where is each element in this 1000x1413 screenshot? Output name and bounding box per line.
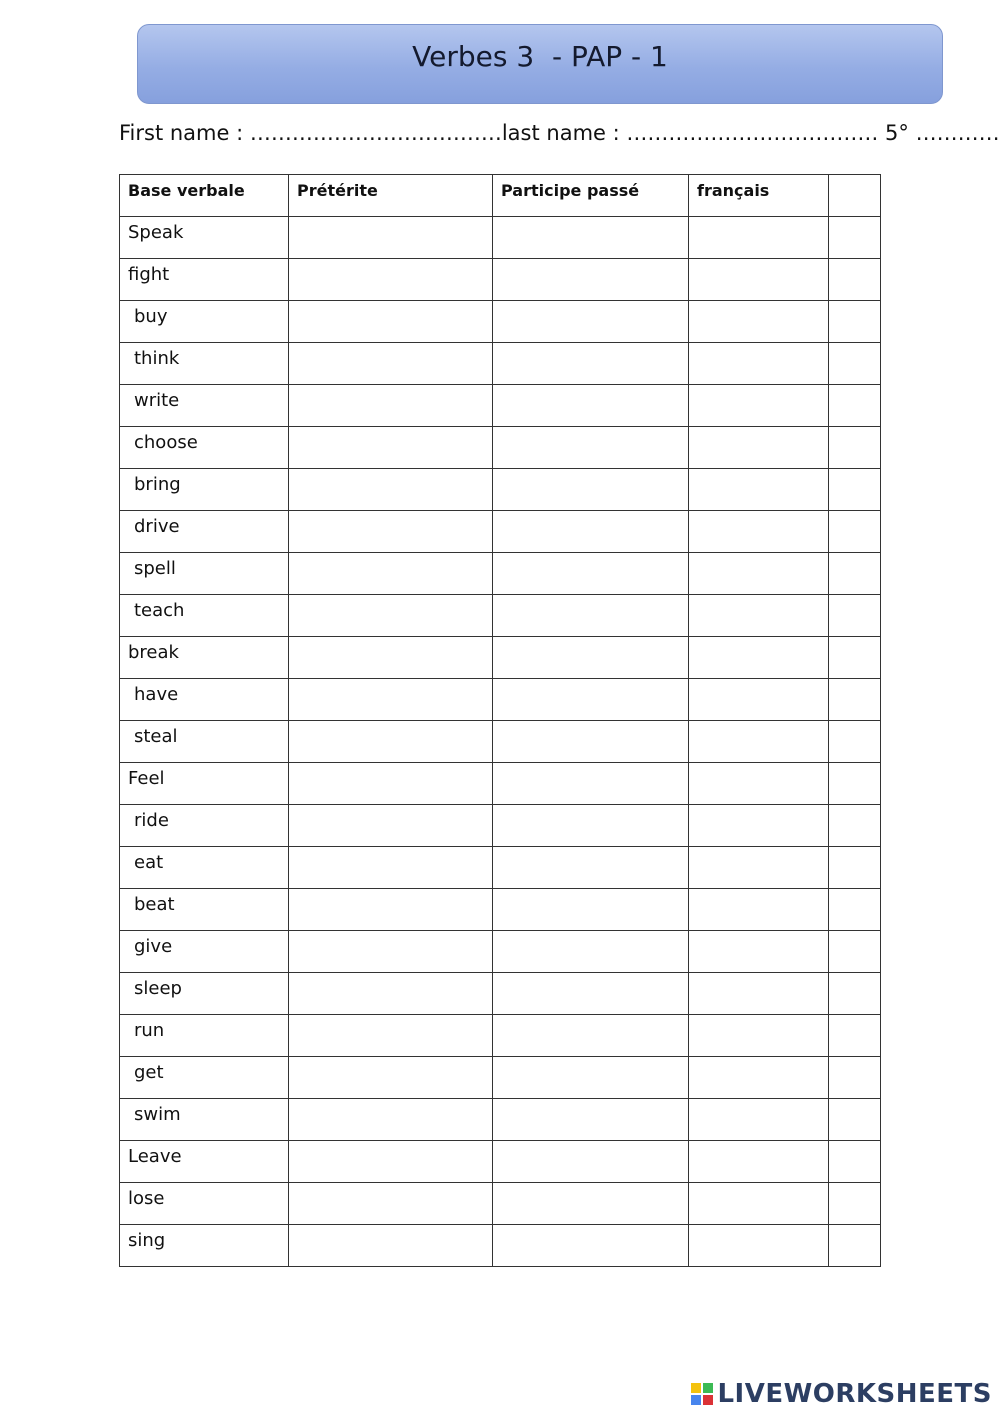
- preterite-answer-cell[interactable]: [289, 469, 493, 511]
- base-verb-cell: eat: [120, 847, 289, 889]
- extra-answer-cell[interactable]: [829, 721, 881, 763]
- verb-rows: [120, 217, 881, 1267]
- table-row: [120, 1183, 881, 1225]
- base-verb-cell: write: [120, 385, 289, 427]
- participe-passe-answer-cell[interactable]: [493, 385, 689, 427]
- brand-name: LIVEWORKSHEETS: [717, 1379, 992, 1409]
- participe-passe-answer-cell[interactable]: [493, 469, 689, 511]
- extra-answer-cell[interactable]: [829, 1015, 881, 1057]
- participe-passe-answer-cell[interactable]: [493, 343, 689, 385]
- table-row: [120, 679, 881, 721]
- table-row: [120, 973, 881, 1015]
- francais-answer-cell[interactable]: [689, 553, 829, 595]
- extra-answer-cell[interactable]: [829, 931, 881, 973]
- francais-answer-cell[interactable]: [689, 1183, 829, 1225]
- base-verb-cell: drive: [120, 511, 289, 553]
- base-verb-cell: ride: [120, 805, 289, 847]
- participe-passe-answer-cell[interactable]: [493, 553, 689, 595]
- base-verb-cell: sing: [120, 1225, 289, 1267]
- participe-passe-answer-cell[interactable]: [493, 1057, 689, 1099]
- preterite-answer-cell[interactable]: [289, 301, 493, 343]
- preterite-answer-cell[interactable]: [289, 637, 493, 679]
- participe-passe-answer-cell[interactable]: [493, 679, 689, 721]
- participe-passe-answer-cell[interactable]: [493, 1183, 689, 1225]
- extra-answer-cell[interactable]: [829, 1183, 881, 1225]
- preterite-answer-cell[interactable]: [289, 427, 493, 469]
- francais-answer-cell[interactable]: [689, 1099, 829, 1141]
- table-row: [120, 847, 881, 889]
- preterite-answer-cell[interactable]: [289, 259, 493, 301]
- francais-answer-cell[interactable]: [689, 1225, 829, 1267]
- base-verb-cell: choose: [120, 427, 289, 469]
- base-verb-cell: Leave: [120, 1141, 289, 1183]
- extra-answer-cell[interactable]: [829, 1057, 881, 1099]
- header-francais: français: [689, 175, 829, 217]
- francais-answer-cell[interactable]: [689, 679, 829, 721]
- extra-answer-cell[interactable]: [829, 889, 881, 931]
- table-row: [120, 721, 881, 763]
- base-verb-cell: Speak: [120, 217, 289, 259]
- table-row: [120, 217, 881, 259]
- francais-answer-cell[interactable]: [689, 763, 829, 805]
- preterite-answer-cell[interactable]: [289, 1099, 493, 1141]
- francais-answer-cell[interactable]: [689, 637, 829, 679]
- header-base-verbale: Base verbale: [120, 175, 289, 217]
- preterite-answer-cell[interactable]: [289, 805, 493, 847]
- preterite-answer-cell[interactable]: [289, 931, 493, 973]
- francais-answer-cell[interactable]: [689, 805, 829, 847]
- extra-answer-cell[interactable]: [829, 679, 881, 721]
- extra-answer-cell[interactable]: [829, 385, 881, 427]
- preterite-answer-cell[interactable]: [289, 1183, 493, 1225]
- participe-passe-answer-cell[interactable]: [493, 973, 689, 1015]
- extra-answer-cell[interactable]: [829, 805, 881, 847]
- base-verb-cell: bring: [120, 469, 289, 511]
- participe-passe-answer-cell[interactable]: [493, 259, 689, 301]
- preterite-answer-cell[interactable]: [289, 1057, 493, 1099]
- table-header-row: [120, 175, 881, 217]
- extra-answer-cell[interactable]: [829, 259, 881, 301]
- base-verb-cell: spell: [120, 553, 289, 595]
- francais-answer-cell[interactable]: [689, 973, 829, 1015]
- verb-table: [119, 174, 881, 1267]
- extra-answer-cell[interactable]: [829, 511, 881, 553]
- extra-answer-cell[interactable]: [829, 637, 881, 679]
- base-verb-cell: fight: [120, 259, 289, 301]
- participe-passe-answer-cell[interactable]: [493, 1099, 689, 1141]
- preterite-answer-cell[interactable]: [289, 343, 493, 385]
- francais-answer-cell[interactable]: [689, 721, 829, 763]
- extra-answer-cell[interactable]: [829, 1225, 881, 1267]
- participe-passe-answer-cell[interactable]: [493, 721, 689, 763]
- francais-answer-cell[interactable]: [689, 217, 829, 259]
- base-verb-cell: lose: [120, 1183, 289, 1225]
- preterite-answer-cell[interactable]: [289, 679, 493, 721]
- table-row: [120, 553, 881, 595]
- extra-answer-cell[interactable]: [829, 1141, 881, 1183]
- participe-passe-answer-cell[interactable]: [493, 595, 689, 637]
- participe-passe-answer-cell[interactable]: [493, 301, 689, 343]
- base-verb-cell: get: [120, 1057, 289, 1099]
- base-verb-cell: beat: [120, 889, 289, 931]
- preterite-answer-cell[interactable]: [289, 1141, 493, 1183]
- table-row: [120, 1099, 881, 1141]
- table-row: [120, 1015, 881, 1057]
- participe-passe-answer-cell[interactable]: [493, 931, 689, 973]
- extra-answer-cell[interactable]: [829, 847, 881, 889]
- participe-passe-answer-cell[interactable]: [493, 889, 689, 931]
- participe-passe-answer-cell[interactable]: [493, 1225, 689, 1267]
- base-verb-cell: sleep: [120, 973, 289, 1015]
- table-row: [120, 1141, 881, 1183]
- francais-answer-cell[interactable]: [689, 1015, 829, 1057]
- base-verb-cell: have: [120, 679, 289, 721]
- francais-answer-cell[interactable]: [689, 427, 829, 469]
- francais-answer-cell[interactable]: [689, 385, 829, 427]
- table-row: [120, 805, 881, 847]
- table-row: [120, 637, 881, 679]
- participe-passe-answer-cell[interactable]: [493, 847, 689, 889]
- extra-answer-cell[interactable]: [829, 973, 881, 1015]
- table-row: [120, 259, 881, 301]
- base-verb-cell: Feel: [120, 763, 289, 805]
- table-row: [120, 385, 881, 427]
- table-row: [120, 469, 881, 511]
- francais-answer-cell[interactable]: [689, 595, 829, 637]
- header-extra: [829, 175, 881, 217]
- francais-answer-cell[interactable]: [689, 1141, 829, 1183]
- francais-answer-cell[interactable]: [689, 931, 829, 973]
- participe-passe-answer-cell[interactable]: [493, 1141, 689, 1183]
- preterite-answer-cell[interactable]: [289, 1015, 493, 1057]
- header-preterite: Prétérite: [289, 175, 493, 217]
- extra-answer-cell[interactable]: [829, 343, 881, 385]
- brand-watermark: [690, 1379, 992, 1409]
- extra-answer-cell[interactable]: [829, 553, 881, 595]
- participe-passe-answer-cell[interactable]: [493, 427, 689, 469]
- table-row: [120, 343, 881, 385]
- francais-answer-cell[interactable]: [689, 301, 829, 343]
- preterite-answer-cell[interactable]: [289, 973, 493, 1015]
- base-verb-cell: teach: [120, 595, 289, 637]
- base-verb-cell: swim: [120, 1099, 289, 1141]
- preterite-answer-cell[interactable]: [289, 847, 493, 889]
- table-row: [120, 511, 881, 553]
- extra-answer-cell[interactable]: [829, 1099, 881, 1141]
- base-verb-cell: think: [120, 343, 289, 385]
- title-banner: [137, 24, 943, 104]
- extra-answer-cell[interactable]: [829, 301, 881, 343]
- preterite-answer-cell[interactable]: [289, 385, 493, 427]
- table-row: [120, 763, 881, 805]
- francais-answer-cell[interactable]: [689, 1057, 829, 1099]
- preterite-answer-cell[interactable]: [289, 553, 493, 595]
- francais-answer-cell[interactable]: [689, 259, 829, 301]
- francais-answer-cell[interactable]: [689, 469, 829, 511]
- table-row: [120, 301, 881, 343]
- preterite-answer-cell[interactable]: [289, 721, 493, 763]
- page-title: Verbes 3 - PAP - 1: [412, 39, 668, 73]
- extra-answer-cell[interactable]: [829, 217, 881, 259]
- participe-passe-answer-cell[interactable]: [493, 1015, 689, 1057]
- table-row: [120, 889, 881, 931]
- preterite-answer-cell[interactable]: [289, 889, 493, 931]
- student-name-line: First name : ………………………………last name : ……………………………… 5° …………: [119, 121, 1000, 145]
- base-verb-cell: steal: [120, 721, 289, 763]
- table-row: [120, 1057, 881, 1099]
- francais-answer-cell[interactable]: [689, 889, 829, 931]
- extra-answer-cell[interactable]: [829, 763, 881, 805]
- participe-passe-answer-cell[interactable]: [493, 511, 689, 553]
- base-verb-cell: buy: [120, 301, 289, 343]
- extra-answer-cell[interactable]: [829, 595, 881, 637]
- header-participe-passe: Participe passé: [493, 175, 689, 217]
- table-row: [120, 1225, 881, 1267]
- preterite-answer-cell[interactable]: [289, 595, 493, 637]
- preterite-answer-cell[interactable]: [289, 1225, 493, 1267]
- francais-answer-cell[interactable]: [689, 511, 829, 553]
- base-verb-cell: break: [120, 637, 289, 679]
- table-row: [120, 427, 881, 469]
- table-row: [120, 931, 881, 973]
- francais-answer-cell[interactable]: [689, 343, 829, 385]
- preterite-answer-cell[interactable]: [289, 217, 493, 259]
- extra-answer-cell[interactable]: [829, 469, 881, 511]
- preterite-answer-cell[interactable]: [289, 511, 493, 553]
- base-verb-cell: give: [120, 931, 289, 973]
- table-row: [120, 595, 881, 637]
- participe-passe-answer-cell[interactable]: [493, 637, 689, 679]
- participe-passe-answer-cell[interactable]: [493, 763, 689, 805]
- francais-answer-cell[interactable]: [689, 847, 829, 889]
- liveworksheets-logo-icon: [690, 1382, 714, 1406]
- participe-passe-answer-cell[interactable]: [493, 217, 689, 259]
- preterite-answer-cell[interactable]: [289, 763, 493, 805]
- extra-answer-cell[interactable]: [829, 427, 881, 469]
- base-verb-cell: run: [120, 1015, 289, 1057]
- participe-passe-answer-cell[interactable]: [493, 805, 689, 847]
